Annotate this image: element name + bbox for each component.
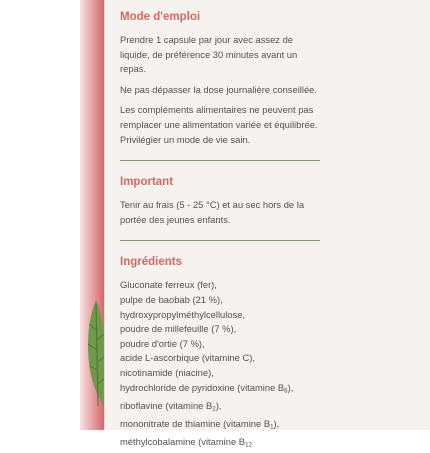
mode-emploi-paragraph: Privilégier un mode de vie sain.	[120, 133, 251, 145]
section-divider	[120, 240, 320, 241]
section-divider	[120, 160, 320, 161]
ingredient-name: hydrochloride de pyridoxine (vitamine B	[120, 381, 285, 393]
ingredient-item: poudre de millefeuille (7 %),	[120, 323, 237, 335]
mode-emploi-title: Mode d'emploi	[120, 11, 201, 23]
vitamin-subscript: 2	[212, 405, 216, 413]
important-text: Tenir au frais (5 - 25 °C) et au sec hors de la portée des jeunes enfants.	[120, 199, 305, 225]
ingredient-item: Gluconate ferreux (fer),	[120, 279, 217, 291]
ingredient-item	[120, 399, 320, 417]
ingredient-item: hydroxypropylméthylcellulose,	[120, 308, 246, 320]
ingredient-suffix: ),	[215, 399, 222, 411]
ingredient-item: nicotinamide (niacine),	[120, 366, 214, 378]
ingredient-suffix: ),	[287, 381, 294, 393]
label-text-column	[120, 10, 320, 453]
ingredients-list	[120, 278, 320, 453]
vitamin-subscript: 6	[284, 387, 288, 394]
ingredient-name: mononitrate de thiamine (vitamine B	[120, 417, 271, 429]
ingredient-item: acide L-ascorbique (vitamine C),	[120, 352, 255, 364]
ingredient-item: pulpe de baobab (21 %),	[120, 293, 223, 305]
important-section	[120, 175, 320, 227]
vitamin-subscript: 1	[270, 423, 274, 431]
ingredient-suffix: ),	[273, 417, 280, 429]
ingredient-item: poudre d'ortie (7 %),	[120, 337, 205, 349]
mode-emploi-paragraph: Ne pas dépasser la dose journalière conseillée.	[120, 83, 317, 95]
mode-emploi-section	[120, 10, 320, 147]
vitamin-subscript: 12	[245, 441, 252, 449]
ingredient-item	[120, 381, 320, 399]
ingredient-item	[120, 417, 320, 435]
ingredient-name: méthylcobalamine (vitamine B	[120, 435, 246, 447]
ingredient-name: riboflavine (vitamine B	[120, 399, 213, 411]
mode-emploi-paragraph: Prendre 1 capsule par jour avec assez de liquide, de préférence 30 minutes avant un repas.	[120, 34, 298, 75]
important-title: Important	[120, 176, 174, 189]
ingredients-section	[120, 255, 320, 453]
mode-emploi-paragraph: Les compléments alimentaires ne peuvent pas remplacer une alimentation variée et équilibrée.	[120, 104, 318, 130]
ingredient-item	[120, 435, 320, 453]
ingredients-title: Ingrédients	[120, 256, 182, 269]
